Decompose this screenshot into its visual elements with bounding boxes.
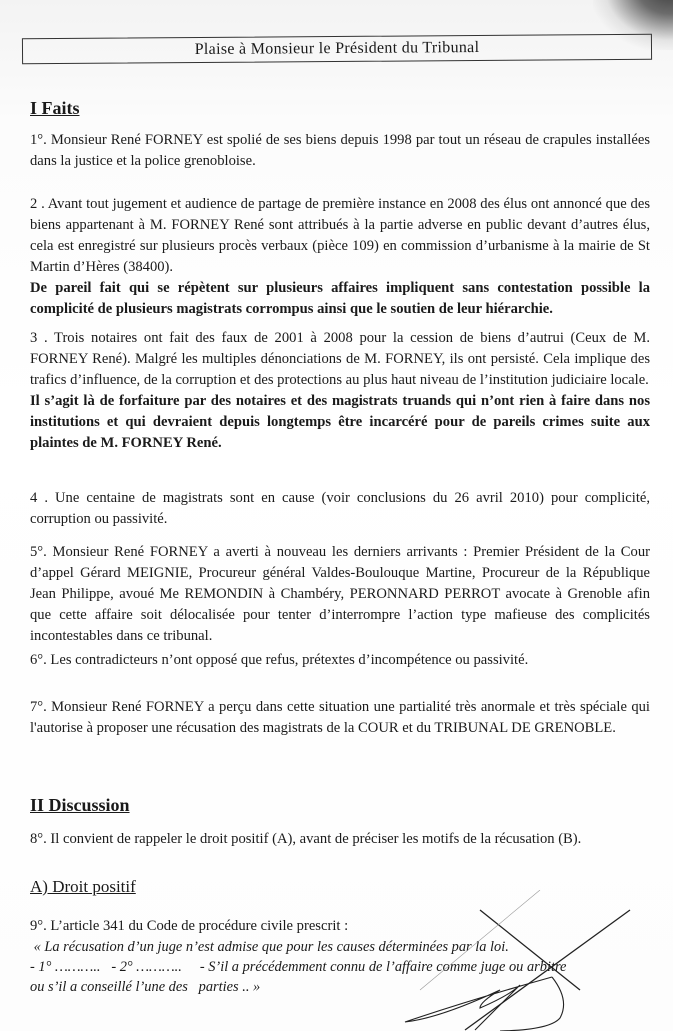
paragraph-7: [30, 697, 650, 739]
paragraph-text: 5°. Monsieur René FORNEY a averti à nouveau les derniers arrivants : Premier Président de la Cour d’appel Gérard MEIGNIE, Procureur général Valdes-Boulouque Martine, Procureur de la République Jean Philippe, avoué Me REMONDIN à Chambéry, PERONNARD PERROT avocate à Grenoble afin que cette affaire soit délocalisée pour tenter d’interrompre l’action type mafieuse des complicités incontestables dans ce tribunal.: [30, 544, 650, 644]
paragraph-2: [30, 194, 650, 320]
subsection-title-droit-positif: A) Droit positif: [30, 877, 136, 896]
section-title-faits: I Faits: [30, 98, 80, 118]
paragraph-5: [30, 542, 650, 647]
paragraph-text: 7°. Monsieur René FORNEY a perçu dans cette situation une partialité très anormale et très spéciale qui l'autorise à proposer une récusation des magistrats de la COUR et du TRIBUNAL DE GRENOBLE.: [30, 699, 650, 736]
paragraph-bold-text: Il s’agit là de forfaiture par des notaires et des magistrats truands qui n’ont rien à faire dans nos institutions et qui devraient depuis longtemps être incarcéré pour de pareils crimes suite aux plaintes de M. FORNEY René.: [30, 393, 650, 451]
paragraph-text: 8°. Il convient de rappeler le droit positif (A), avant de préciser les motifs de la récusation (B).: [30, 831, 582, 847]
quote-line: ou s’il a conseillé l’une des parties .. »: [30, 979, 261, 995]
header-title: Plaise à Monsieur le Président du Tribunal: [194, 39, 480, 58]
paragraph-6: [30, 650, 650, 671]
paragraph-text: 6°. Les contradicteurs n’ont opposé que refus, prétextes d’incompétence ou passivité.: [30, 652, 529, 668]
paragraph-8: [30, 829, 650, 850]
paragraph-bold-text: De pareil fait qui se répètent sur plusieurs affaires impliquent sans contestation possible la complicité de plusieurs magistrats corrompus ainsi que le soutien de leur hiérarchie.: [30, 280, 650, 317]
paragraph-text: 3 . Trois notaires ont fait des faux de 2001 à 2008 pour la cession de biens d’autrui (Ceux de M. FORNEY René). Malgré les multiples dénonciations de M. FORNEY, ils ont persisté. Cela implique des trafics d’influence, de la corruption et des protections au plus haut niveau de l’institution judiciaire locale.: [30, 330, 650, 388]
paragraph-3: [30, 328, 650, 454]
section-title-discussion: II Discussion: [30, 795, 130, 815]
paragraph-1: [30, 130, 650, 172]
header-box: [22, 34, 652, 64]
paragraph-4: [30, 488, 650, 530]
paragraph-text: 4 . Une centaine de magistrats sont en cause (voir conclusions du 26 avril 2010) pour complicité, corruption ou passivité.: [30, 490, 650, 527]
paragraph-text: 1°. Monsieur René FORNEY est spolié de ses biens depuis 1998 par tout un réseau de crapules installées dans la justice et la police grenobloise.: [30, 132, 650, 169]
paragraph-text: 2 . Avant tout jugement et audience de partage de première instance en 2008 des élus ont annoncé que des biens appartenant à M. FORNEY René sont attribués à la partie adverse en public devant d’autres élus, cela est enregistré sur plusieurs procès verbaux (pièce 109) en commission d’urbanisme à la mairie de St Martin d’Hères (38400).: [30, 196, 650, 275]
paragraph-text: 9°. L’article 341 du Code de procédure civile prescrit :: [30, 918, 349, 934]
quote-line: - 1° ……….. - 2° ……….. - S’il a précédemment connu de l’affaire comme juge ou arbitre: [30, 959, 567, 975]
handwritten-signature: [380, 890, 673, 1031]
quote-line: « La récusation d’un juge n’est admise que pour les causes déterminées par la loi.: [30, 939, 509, 955]
